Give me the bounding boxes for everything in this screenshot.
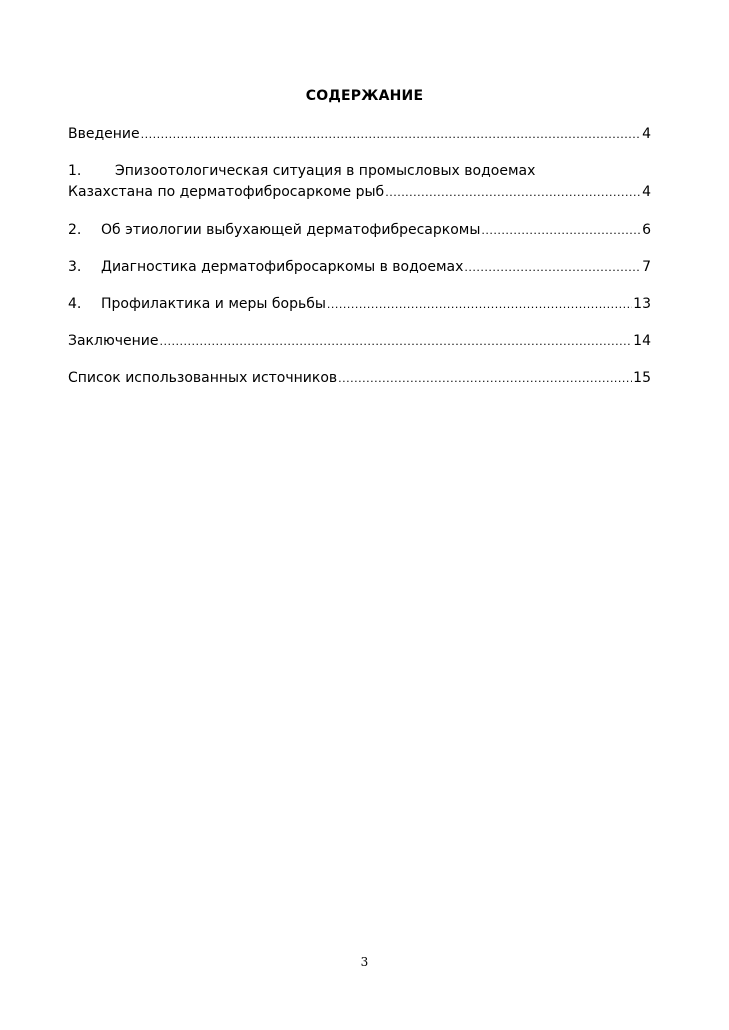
toc-line	[68, 331, 651, 352]
toc-entry-page: 13	[633, 296, 651, 312]
toc-line	[68, 257, 651, 278]
toc-entry-conclusion[interactable]	[68, 331, 651, 352]
toc-entry-text: Заключение	[68, 333, 159, 349]
toc-entry-text-continued: Казахстана по дерматофибросаркоме рыб	[68, 184, 385, 200]
toc-entry-number: 1.	[68, 163, 82, 179]
toc-entry-page: 7	[642, 259, 651, 275]
toc-entry-number: 4.	[68, 296, 82, 312]
toc-line	[68, 124, 651, 145]
toc-entry-text: Введение	[68, 126, 140, 142]
toc-line	[68, 294, 651, 315]
toc-entry-page: 15	[633, 370, 651, 386]
page-title: СОДЕРЖАНИЕ	[305, 88, 424, 104]
toc-entry-introduction[interactable]	[68, 124, 651, 145]
toc-entry-4[interactable]	[68, 294, 651, 315]
dot-leader	[141, 124, 641, 145]
toc-entry-number: 3.	[68, 259, 82, 275]
dot-leader	[338, 368, 632, 389]
toc-entry-page: 4	[642, 126, 651, 142]
toc-entry-1[interactable]	[68, 161, 651, 203]
toc-line	[68, 368, 651, 389]
dot-leader	[464, 257, 641, 278]
toc-entry-page: 14	[633, 333, 651, 349]
toc-entry-page: 6	[642, 222, 651, 238]
dot-leader	[160, 331, 633, 352]
toc-line	[68, 182, 651, 203]
dot-leader	[385, 182, 641, 203]
toc-entry-page: 4	[642, 184, 651, 200]
toc-entry-text: Об этиологии выбухающей дерматофибресаркомы	[101, 222, 481, 238]
table-of-contents	[68, 124, 651, 405]
toc-entry-references[interactable]	[68, 368, 651, 389]
toc-entry-number: 2.	[68, 222, 82, 238]
dot-leader	[481, 220, 641, 241]
toc-line	[68, 161, 651, 182]
toc-entry-text: Список использованных источников	[68, 370, 338, 386]
toc-entry-2[interactable]	[68, 220, 651, 241]
toc-entry-text: Диагностика дерматофибросаркомы в водоемах	[101, 259, 464, 275]
toc-entry-text: Эпизоотологическая ситуация в промысловых водоемах	[115, 163, 536, 179]
toc-entry-3[interactable]	[68, 257, 651, 278]
toc-line	[68, 220, 651, 241]
dot-leader	[327, 294, 632, 315]
page-number: 3	[360, 955, 369, 969]
toc-entry-text: Профилактика и меры борьбы	[101, 296, 326, 312]
